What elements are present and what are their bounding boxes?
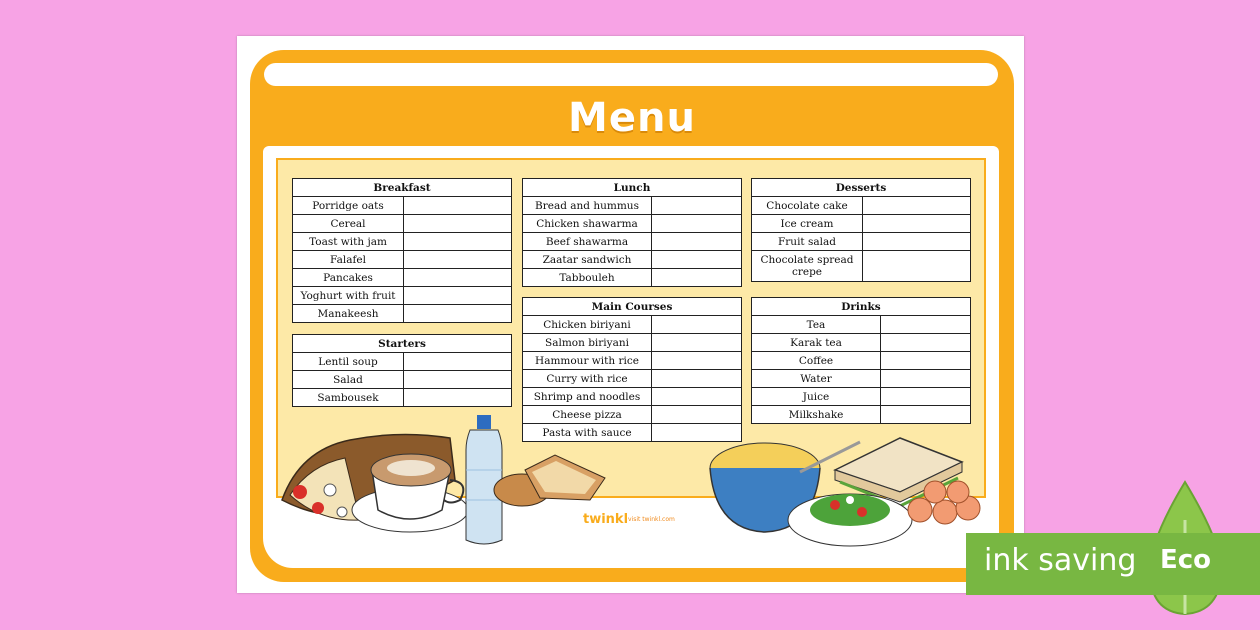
menu-item: Chocolate spread crepe xyxy=(752,251,863,282)
menu-item: Coffee xyxy=(752,352,881,370)
menu-item: Chocolate cake xyxy=(752,197,863,215)
ink-saving-label: ink saving xyxy=(984,543,1137,578)
menu-item: Milkshake xyxy=(752,406,881,424)
twinkl-logo: twinkl xyxy=(583,512,629,527)
menu-item: Salad xyxy=(293,371,404,389)
menu-item: Beef shawarma xyxy=(523,233,652,251)
menu-item: Tabbouleh xyxy=(523,269,652,287)
menu-item: Juice xyxy=(752,388,881,406)
menu-item: Hammour with rice xyxy=(523,352,652,370)
water-bottle-illustration xyxy=(466,415,502,544)
menu-title: Menu xyxy=(568,95,696,141)
lunch-heading: Lunch xyxy=(523,179,742,197)
menu-item: Fruit salad xyxy=(752,233,863,251)
menu-item: Bread and hummus xyxy=(523,197,652,215)
menu-item: Ice cream xyxy=(752,215,863,233)
menu-item: Sambousek xyxy=(293,389,404,407)
breakfast-heading: Breakfast xyxy=(293,179,512,197)
menu-item: Lentil soup xyxy=(293,353,404,371)
toast-illustration xyxy=(494,455,605,506)
menu-item: Falafel xyxy=(293,251,404,269)
menu-item: Porridge oats xyxy=(293,197,404,215)
menu-item: Pancakes xyxy=(293,269,404,287)
main-courses-heading: Main Courses xyxy=(523,298,742,316)
menu-item: Chicken biriyani xyxy=(523,316,652,334)
menu-item: Shrimp and noodles xyxy=(523,388,652,406)
salad-illustration xyxy=(788,494,912,546)
eco-badge-label: Eco xyxy=(1160,545,1212,575)
menu-item: Salmon biriyani xyxy=(523,334,652,352)
drinks-heading: Drinks xyxy=(752,298,971,316)
menu-item: Chicken shawarma xyxy=(523,215,652,233)
menu-item: Curry with rice xyxy=(523,370,652,388)
menu-item: Tea xyxy=(752,316,881,334)
menu-item: Toast with jam xyxy=(293,233,404,251)
desserts-heading: Desserts xyxy=(752,179,971,197)
menu-item: Karak tea xyxy=(752,334,881,352)
menu-item: Cereal xyxy=(293,215,404,233)
menu-item: Manakeesh xyxy=(293,305,404,323)
starters-heading: Starters xyxy=(293,335,512,353)
menu-item: Cheese pizza xyxy=(523,406,652,424)
menu-item: Zaatar sandwich xyxy=(523,251,652,269)
visit-url: visit twinkl.com xyxy=(628,516,675,523)
menu-item: Yoghurt with fruit xyxy=(293,287,404,305)
menu-item: Water xyxy=(752,370,881,388)
menu-item: Pasta with sauce xyxy=(523,424,652,442)
